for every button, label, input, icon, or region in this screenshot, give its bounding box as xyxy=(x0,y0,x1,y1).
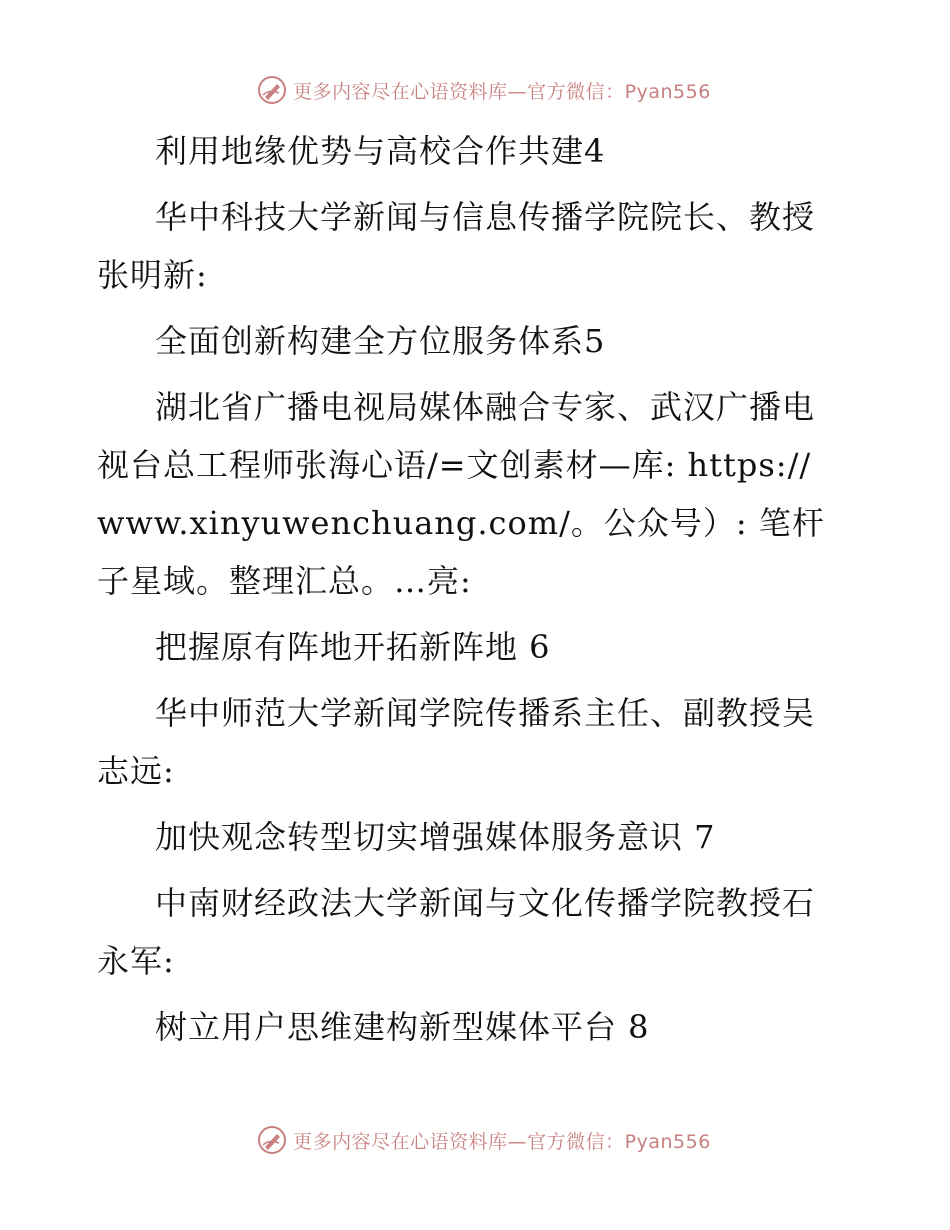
footer-watermark-banner xyxy=(0,1120,950,1160)
footer-watermark-text: 更多内容尽在心语资料库—官方微信：Pyan556 xyxy=(293,1130,711,1153)
paragraph-7: 加快观念转型切实增强媒体服务意识 7 xyxy=(155,818,716,856)
footer-watermark-inner xyxy=(257,1125,711,1155)
pen-logo-icon xyxy=(257,1125,287,1155)
paragraph-1: 利用地缘优势与高校合作共建4 xyxy=(155,132,606,170)
header-watermark-banner xyxy=(0,70,950,110)
paragraph-5: 把握原有阵地开拓新阵地 6 xyxy=(155,628,551,666)
header-watermark-inner xyxy=(257,75,711,105)
paragraph-3: 全面创新构建全方位服务体系5 xyxy=(155,322,606,360)
paragraph-6: 华中师范大学新闻学院传播系主任、副教授吴志远: xyxy=(97,694,816,790)
document-body xyxy=(97,122,837,1056)
paragraph-4: 湖北省广播电视局媒体融合专家、武汉广播电视台总工程师张海心语/=文创素材—库: https://www.xinyuwenchuang.com/。公众号）: 笔杆子星域。整理汇总。…亮: xyxy=(97,388,825,600)
header-watermark-text: 更多内容尽在心语资料库—官方微信：Pyan556 xyxy=(293,80,711,103)
pen-logo-icon xyxy=(257,75,287,105)
paragraph-2: 华中科技大学新闻与信息传播学院院长、教授张明新: xyxy=(97,198,816,294)
paragraph-8: 中南财经政法大学新闻与文化传播学院教授石永军: xyxy=(97,884,816,980)
paragraph-9: 树立用户思维建构新型媒体平台 8 xyxy=(155,1008,650,1046)
